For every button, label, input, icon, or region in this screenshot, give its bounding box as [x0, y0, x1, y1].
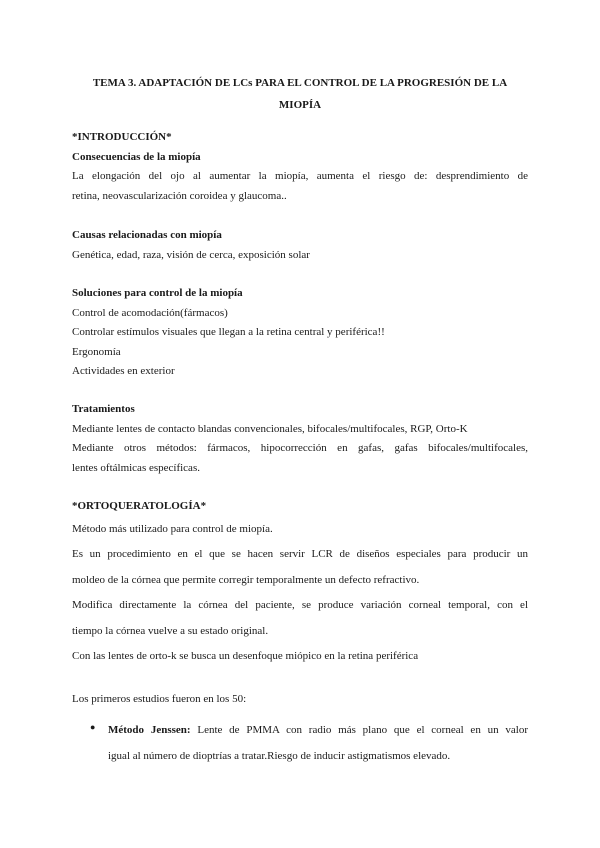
orto-paragraph-4: Con las lentes de orto-k se busca un desenfoque miópico en la retina periférica: [72, 650, 419, 662]
document-title: [60, 72, 540, 116]
bullet-icon: ●: [90, 722, 96, 732]
intro-heading: *INTRODUCCIÓN*: [72, 131, 172, 143]
orto-section: [72, 497, 528, 670]
causas-section: [72, 226, 528, 265]
tratamientos-heading: Tratamientos: [72, 403, 135, 415]
soluciones-item: Actividades en exterior: [72, 365, 175, 377]
bullet-line-1: [108, 718, 528, 744]
orto-paragraph-5: Los primeros estudios fueron en los 50:: [72, 693, 247, 705]
tratamientos-line-2: Mediante otros métodos: fármacos, hipocorrección en gafas, gafas bifocales/multifocales,: [72, 442, 528, 454]
orto-paragraph-3-line-1: Modifica directamente la córnea del paciente, se produce variación corneal temporal, con el: [72, 599, 528, 611]
tratamientos-section: [72, 400, 528, 478]
bullet-line-2: igual al número de dioptrías a tratar.Riesgo de inducir astigmatismos elevado.: [108, 749, 451, 762]
soluciones-item: Controlar estímulos visuales que llegan a la retina central y periférica!!: [72, 326, 385, 338]
tratamientos-line-3: lentes oftálmicas específicas.: [72, 461, 200, 474]
consecuencias-line-1: La elongación del ojo al aumentar la miopía, aumenta el riesgo de: desprendimiento de: [72, 170, 528, 182]
soluciones-item: Ergonomía: [72, 345, 121, 358]
bullet-term: Método Jenssen:: [108, 724, 191, 736]
tratamientos-line-1: Mediante lentes de contacto blandas convencionales, bifocales/multifocales, RGP, Orto-K: [72, 422, 468, 435]
causas-heading: Causas relacionadas con miopía: [72, 229, 222, 241]
soluciones-heading: Soluciones para control de la miopía: [72, 287, 243, 299]
soluciones-section: [72, 284, 528, 382]
orto-paragraph-2-line-1: Es un procedimiento en el que se hacen servir LCR de diseños especiales para producir un: [72, 548, 528, 560]
orto-paragraph-1: Método más utilizado para control de miopía.: [72, 522, 273, 535]
bullet-item-jenssen: [108, 718, 528, 769]
orto-paragraph-2-line-2: moldeo de la córnea que permite corregir temporalmente un defecto refractivo.: [72, 573, 420, 586]
orto-estudios: [72, 690, 528, 710]
intro-section: [72, 128, 528, 206]
title-line-2: MIOPÍA: [278, 99, 322, 111]
orto-heading: *ORTOQUERATOLOGÍA*: [72, 500, 207, 512]
consecuencias-line-2: retina, neovascularización coroidea y glaucoma..: [72, 189, 287, 202]
soluciones-item: Control de acomodación(fármacos): [72, 306, 228, 319]
orto-paragraph-3-line-2: tiempo la córnea vuelve a su estado original.: [72, 624, 269, 637]
bullet-line-1-text: Lente de PMMA con radio más plano que el corneal en un valor: [190, 724, 528, 736]
causas-line-1: Genética, edad, raza, visión de cerca, exposición solar: [72, 248, 310, 261]
title-line-1: TEMA 3. ADAPTACIÓN DE LCs PARA EL CONTROL DE LA PROGRESIÓN DE LA: [92, 77, 508, 89]
consecuencias-heading: Consecuencias de la miopía: [72, 150, 201, 163]
